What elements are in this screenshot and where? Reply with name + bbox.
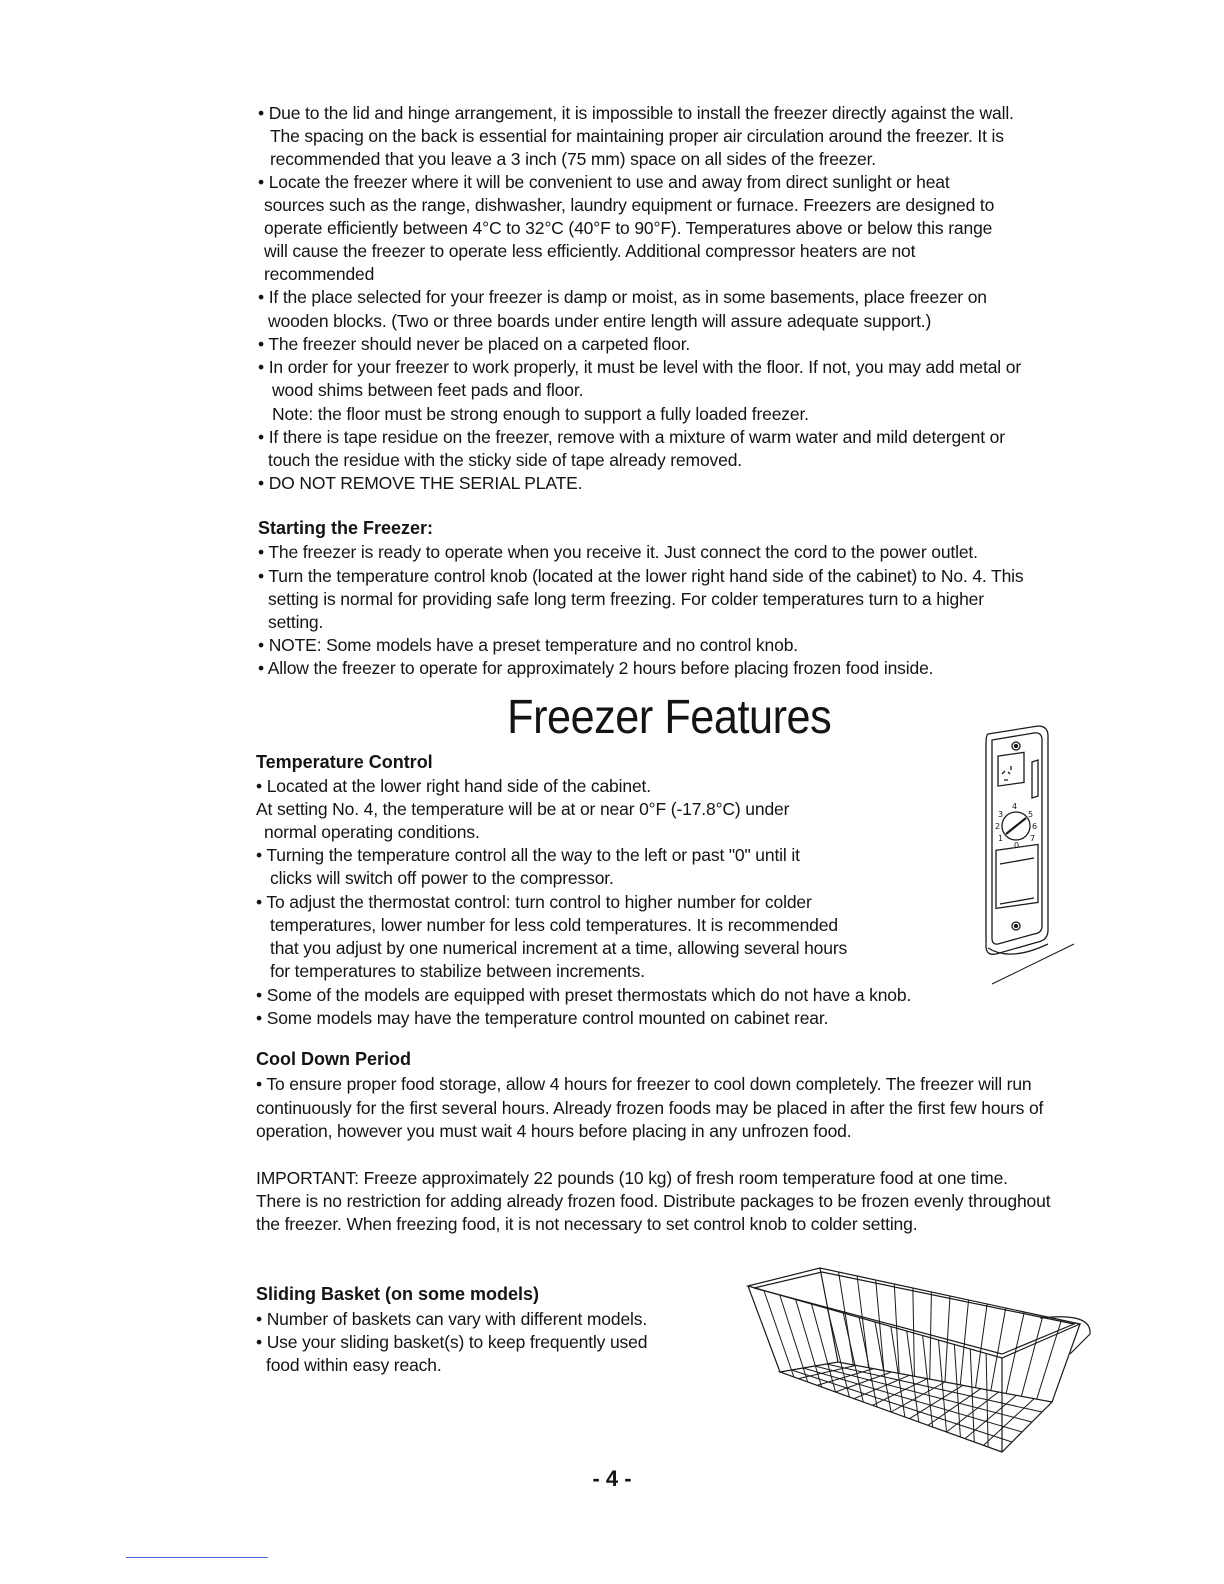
text-line: for temperatures to stabilize between increments.	[270, 961, 645, 981]
basket-wire	[780, 1295, 808, 1382]
basket-wire	[960, 1300, 968, 1385]
text-line: The spacing on the back is essential for maintaining proper air circulation around the freezer. It is	[270, 126, 1004, 146]
temperature-control-illustration	[970, 722, 1090, 992]
text-line: • To ensure proper food storage, allow 4 hours for freezer to cool down completely. The freezer will run	[256, 1074, 1032, 1094]
wire-basket-illustration	[740, 1262, 1100, 1462]
text-line: • If the place selected for your freezer is damp or moist, as in some basements, place freezer on	[258, 287, 987, 307]
basket-wire	[812, 1304, 836, 1392]
basket-wire	[764, 1291, 794, 1378]
basket-wire	[876, 1280, 884, 1371]
text-line: recommended	[264, 264, 375, 284]
basket-wire	[976, 1304, 988, 1388]
text-line: • NOTE: Some models have a preset temperature and no control knob.	[258, 635, 798, 655]
text-line: • To adjust the thermostat control: turn control to higher number for colder	[256, 892, 812, 912]
text-line: touch the residue with the sticky side of tape already removed.	[268, 450, 743, 470]
text-line: food within easy reach.	[266, 1355, 442, 1375]
text-line: • Some of the models are equipped with preset thermostats which do not have a knob.	[256, 985, 912, 1005]
text-line: wood shims between feet pads and floor.	[272, 380, 584, 400]
text-line: Note: the floor must be strong enough to support a fully loaded freezer.	[272, 404, 809, 424]
text-line: will cause the freezer to operate less efficiently. Additional compressor heaters are not	[264, 241, 916, 261]
dial-number: 2	[995, 822, 1001, 831]
text-line: • Number of baskets can vary with different models.	[256, 1309, 648, 1329]
page-title: Freezer Features	[507, 691, 832, 744]
dial-number: 1	[998, 834, 1004, 843]
section-heading: Temperature Control	[256, 752, 433, 772]
text-line: • Allow the freezer to operate for approximately 2 hours before placing frozen food inside.	[258, 658, 934, 678]
text-line: IMPORTANT: Freeze approximately 22 pounds (10 kg) of fresh room temperature food at one time.	[256, 1168, 1008, 1188]
page-number: - 4 -	[592, 1466, 632, 1491]
text-line: continuously for the first several hours. Already frozen foods may be placed in after the first few hours of	[256, 1098, 1044, 1118]
text-line: • Use your sliding basket(s) to keep frequently used	[256, 1332, 648, 1352]
dial-number: 6	[1032, 822, 1038, 831]
text-line: clicks will switch off power to the compressor.	[270, 868, 614, 888]
dial-number: 5	[1028, 810, 1034, 819]
text-line: • Due to the lid and hinge arrangement, it is impossible to install the freezer directly against the wall.	[258, 103, 1014, 123]
text-line: There is no restriction for adding already frozen food. Distribute packages to be frozen evenly throughout	[256, 1191, 1051, 1211]
dial-number: 3	[998, 810, 1004, 819]
dial-number: 0	[1014, 841, 1020, 850]
text-line: that you adjust by one numerical increment at a time, allowing several hours	[270, 938, 848, 958]
text-line: setting is normal for providing safe long term freezing. For colder temperatures turn to a higher	[268, 589, 984, 609]
text-line: • Turn the temperature control knob (located at the lower right hand side of the cabinet) to No. 4. This	[258, 566, 1024, 586]
basket-wire	[1021, 1316, 1042, 1396]
text-line: • Locate the freezer where it will be convenient to use and away from direct sunlight or heat	[258, 172, 950, 192]
text-line: the freezer. When freezing food, it is not necessary to set control knob to colder setting.	[256, 1214, 918, 1234]
basket-wire	[839, 1272, 854, 1365]
text-line: wooden blocks. (Two or three boards under entire length will assure adequate support.)	[268, 311, 932, 331]
text-line: • Some models may have the temperature control mounted on cabinet rear.	[256, 1008, 829, 1028]
text-line: operation, however you must wait 4 hours before placing in any unfrozen food.	[256, 1121, 852, 1141]
text-line: • In order for your freezer to work properly, it must be level with the floor. If not, you may add metal or	[258, 357, 1022, 377]
basket-wire	[815, 1366, 1032, 1422]
section-heading: Starting the Freezer:	[258, 518, 434, 538]
text-line: recommended that you leave a 3 inch (75 mm) space on all sides of the freezer.	[270, 149, 876, 169]
text-line: sources such as the range, dishwasher, laundry equipment or furnace. Freezers are designed to	[264, 195, 995, 215]
text-line: setting.	[268, 612, 324, 632]
text-line: temperatures, lower number for less cold temperatures. It is recommended	[270, 915, 838, 935]
basket-wire	[984, 1399, 1035, 1446]
basket-wire	[991, 1308, 1006, 1391]
section-heading: Sliding Basket (on some models)	[256, 1284, 540, 1304]
footer-rule	[126, 1557, 268, 1558]
text-line: At setting No. 4, the temperature will be at or near 0°F (-17.8°C) under	[256, 799, 790, 819]
text-line: • Turning the temperature control all the way to the left or past "0" until it	[256, 845, 800, 865]
text-line: • The freezer is ready to operate when you receive it. Just connect the cord to the power outlet.	[258, 542, 978, 562]
section-heading: Cool Down Period	[256, 1049, 411, 1069]
basket-wire	[857, 1276, 868, 1368]
basket-wire	[826, 1364, 1042, 1412]
text-line: • If there is tape residue on the freezer, remove with a mixture of warm water and mild detergent or	[258, 427, 1005, 447]
basket-wire	[817, 1369, 874, 1386]
text-line: operate efficiently between 4°C to 32°C (40°F to 90°F). Temperatures above or below this range	[264, 218, 993, 238]
text-line: normal operating conditions.	[264, 822, 480, 842]
text-line: • Located at the lower right hand side of the cabinet.	[256, 776, 651, 796]
basket-wire	[1006, 1312, 1024, 1393]
basket-wire	[913, 1288, 915, 1376]
text-line: • The freezer should never be placed on a carpeted floor.	[258, 334, 691, 354]
text-line: • DO NOT REMOVE THE SERIAL PLATE.	[258, 473, 583, 493]
dial-number: 4	[1012, 802, 1018, 811]
dial-number: 7	[1030, 834, 1036, 843]
